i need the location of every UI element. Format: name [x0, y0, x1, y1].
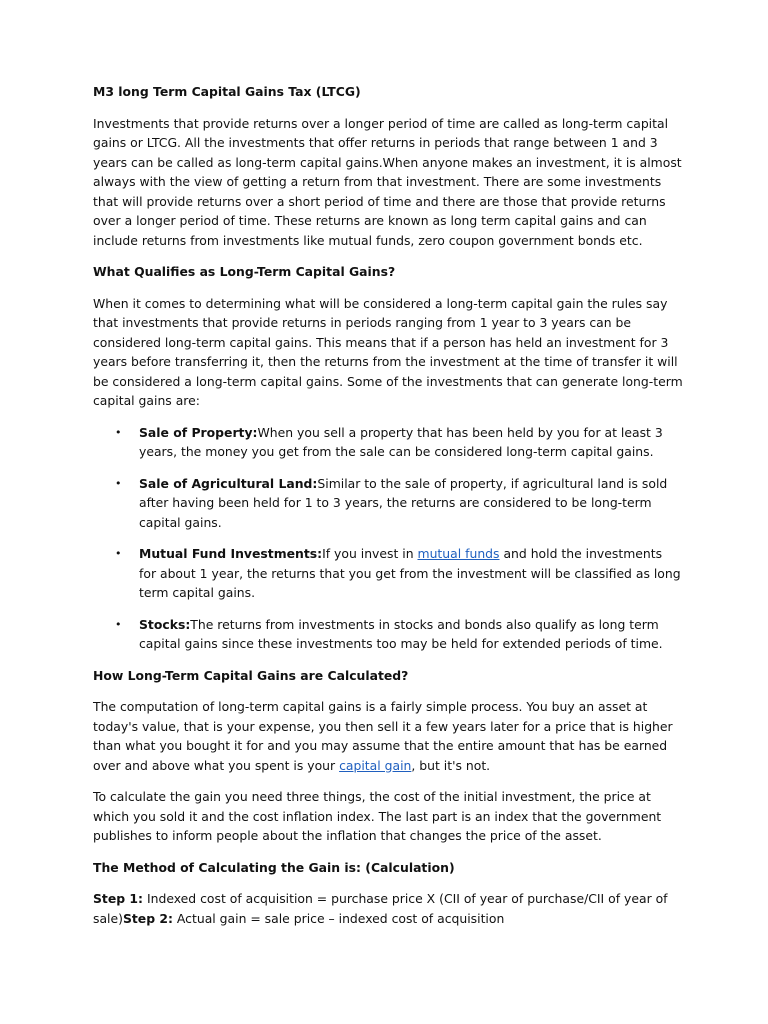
list-item-text: The returns from investments in stocks and bonds also qualify as long term capital gains since these investments too may be held for extended periods of time. [139, 616, 663, 651]
step-2-label: Step 2: [122, 910, 173, 926]
section-heading-calculated: How Long-Term Capital Gains are Calculated? [93, 667, 409, 683]
section-heading-method: The Method of Calculating the Gain is: (Calculation) [93, 859, 455, 875]
list-item-text: If you invest in [322, 546, 418, 561]
step-1-label: Step 1: [93, 891, 144, 906]
intro-paragraph: Investments that provide returns over a longer period of time are called as long-term capital gains or LTCG. All the investments that offer returns in periods that range between 1 and 3 years can be called as long-term capital gains.When anyone makes an investment, it is almost always with the view of getting a return from that investment. There are some investments that will provide returns over a short period of time and there are those that provide returns over a longer period of time. These returns are known as long term capital gains and can include returns from investments like mutual funds, zero coupon government bonds etc. [93, 115, 682, 248]
bullet-icon: • [115, 476, 122, 490]
bullet-icon: • [115, 617, 122, 631]
list-item [93, 423, 683, 462]
list-item-text: and hold the investments for about 1 year, the returns that you get from the investment will be classified as long term capital gains. [139, 546, 681, 600]
capital-gain-link[interactable]: capital gain [339, 757, 412, 773]
calculate-paragraph: To calculate the gain you need three things, the cost of the initial investment, the price at which you sold it and the cost inflation index. The last part is an index that the government publishes to inform people about the inflation that changes the price of the asset. [93, 789, 662, 843]
document-page [93, 82, 683, 940]
list-item-term: Sale of Property: [139, 424, 258, 440]
list-item [93, 615, 683, 654]
mutual-funds-link[interactable]: mutual funds [417, 546, 500, 561]
qualifies-paragraph: When it comes to determining what will be considered a long-term capital gain the rules say that investments that provide returns in periods ranging from 1 year to 3 years can be considered long-term capital gains. This means that if a person has held an investment for 3 years before transferring it, then the returns from the investment at the time of transfer it will be considered a long-term capital gains. Some of the investments that can generate long-term capital gains are: [93, 295, 683, 408]
computation-text: The computation of long-term capital gains is a fairly simple process. You buy an asset at today's value, that is your expense, you then sell it a few years later for a price that is higher than what you bought it for and you may assume that the entire amount that has be earned over and above what you spent is your [93, 699, 673, 773]
list-item-text: When you sell a property that has been held by you for at least 3 years, the money you get from the sale can be considered long-term capital gains. [139, 424, 663, 459]
step-1-text: Indexed cost of acquisition = purchase price X (CII of year of purchase/CII of year of sale) [93, 891, 668, 926]
steps-paragraph [93, 889, 683, 928]
document-title: M3 long Term Capital Gains Tax (LTCG) [93, 84, 361, 99]
section-heading-qualifies: What Qualifies as Long-Term Capital Gains? [93, 264, 396, 279]
list-item [93, 474, 683, 533]
step-2-text: Actual gain = sale price – indexed cost of acquisition [172, 910, 505, 926]
list-item-term: Sale of Agricultural Land: [139, 475, 318, 491]
bullet-icon: • [115, 425, 122, 439]
bullet-icon: • [115, 547, 122, 560]
computation-paragraph [93, 697, 683, 775]
list-item-term: Stocks: [139, 616, 191, 632]
investment-list [93, 423, 683, 654]
computation-text-end: , but it's not. [411, 757, 491, 773]
list-item [93, 544, 683, 603]
list-item-text: Similar to the sale of property, if agricultural land is sold after having been held for 1 to 3 years, the returns are considered to be long-term capital gains. [139, 475, 668, 530]
list-item-term: Mutual Fund Investments: [139, 546, 323, 561]
